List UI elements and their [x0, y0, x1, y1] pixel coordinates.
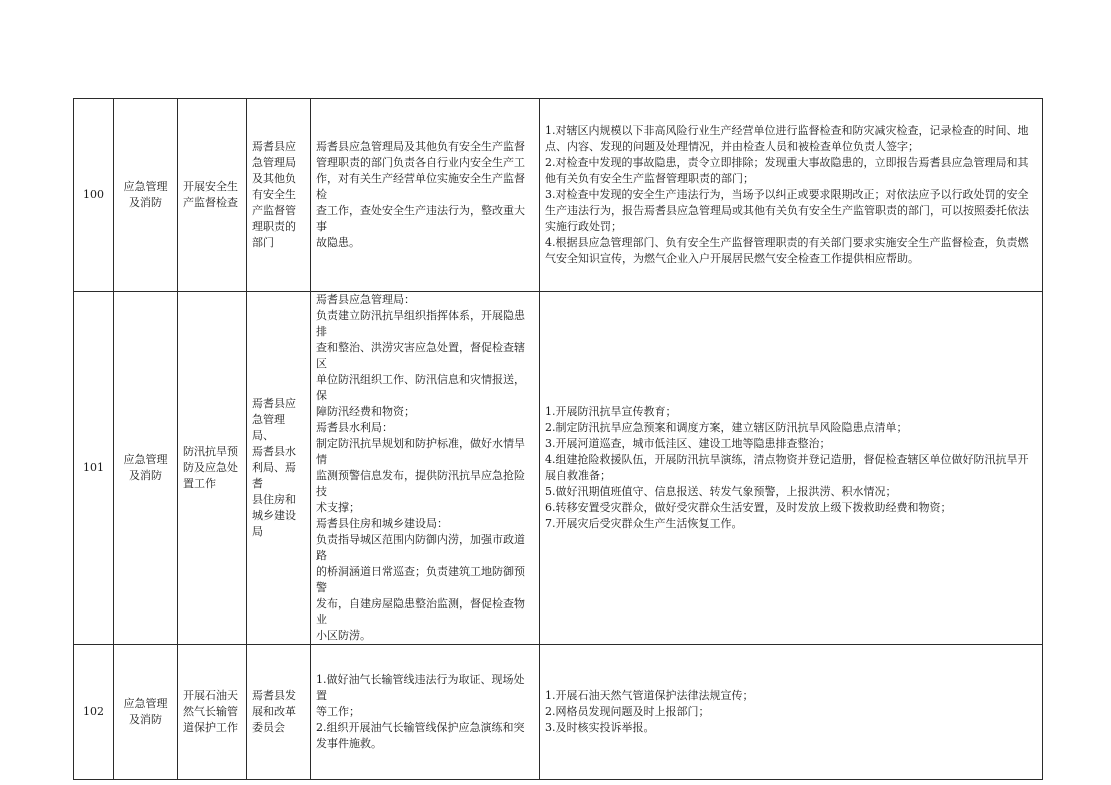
detail-cell: 1.对辖区内规模以下非高风险行业生产经营单位进行监督检查和防灾减灾检查，记录检查的时间、地 点、内容、发现的问题及处理情况，并由检查人员和被检查单位负责人签字； 2.对检查中发现的事故隐患，责令立即排除；发现重大事故隐患的，立即报告焉耆县应急管理局和其 他有关负有安全生产监督管理职责的部门； 3.对检查中发现的安全生产违法行为，当场予以纠正或要求限期改正；对依法应予以行政处罚的安全 生产违法行为，报告焉耆县应急管理局或其他有关负有安全生产监管职责的部门，可以按照委托依法 实施行政处罚； 4.根据县应急管理部门、负有安全生产监督管理职责的有关部门要求实施安全生产监督检查，负责燃 气安全知识宣传，为燃气企业入户开展居民燃气安全检查工作提供相应帮助。 [540, 99, 1043, 292]
responsibility-cell: 焉耆县应急管理局及其他负有安全生产监督 管理职责的部门负责各自行业内安全生产工 作，对有关生产经营单位实施安全生产监督检 查工作，查处安全生产违法行为，整改重大事 故隐患。 [311, 99, 540, 292]
table-row [74, 292, 1043, 645]
duty-table [73, 98, 1043, 780]
responsibility-cell: 1.做好油气长输管线违法行为取证、现场处置 等工作； 2.组织开展油气长输管线保护应急演练和突 发事件施救。 [311, 645, 540, 780]
category-cell: 应急管理 及消防 [114, 292, 178, 645]
department-cell: 焉耆县发 展和改革 委员会 [247, 645, 311, 780]
item-cell: 防汛抗旱预 防及应急处 置工作 [178, 292, 247, 645]
table-row [74, 645, 1043, 780]
table-row [74, 99, 1043, 292]
item-cell: 开展安全生 产监督检查 [178, 99, 247, 292]
row-number: 100 [74, 99, 114, 292]
detail-cell: 1.开展石油天然气管道保护法律法规宣传； 2.网格员发现问题及时上报部门； 3.及时核实投诉举报。 [540, 645, 1043, 780]
row-number: 102 [74, 645, 114, 780]
department-cell: 焉耆县应 急管理局、 焉耆县水 利局、焉耆 县住房和 城乡建设 局 [247, 292, 311, 645]
category-cell: 应急管理 及消防 [114, 645, 178, 780]
item-cell: 开展石油天 然气长输管 道保护工作 [178, 645, 247, 780]
department-cell: 焉耆县应 急管理局 及其他负 有安全生 产监督管 理职责的 部门 [247, 99, 311, 292]
row-number: 101 [74, 292, 114, 645]
responsibility-cell: 焉耆县应急管理局： 负责建立防汛抗旱组织指挥体系，开展隐患排 查和整治、洪涝灾害应急处置，督促检查辖区 单位防汛组织工作、防汛信息和灾情报送，保 障防汛经费和物资； 焉耆县水利局： 制定防汛抗旱规划和防护标准，做好水情旱情 监测预警信息发布，提供防汛抗旱应急抢险技 术支撑； 焉耆县住房和城乡建设局： 负责指导城区范围内防御内涝，加强市政道路 的桥洞涵道日常巡查；负责建筑工地防御预警 发布，自建房屋隐患整治监测，督促检查物业 小区防涝。 [311, 292, 540, 645]
detail-cell: 1.开展防汛抗旱宣传教育； 2.制定防汛抗旱应急预案和调度方案，建立辖区防汛抗旱风险隐患点清单； 3.开展河道巡查，城市低洼区、建设工地等隐患排查整治； 4.组建抢险救援队伍，开展防汛抗旱演练，清点物资并登记造册，督促检查辖区单位做好防汛抗旱开 展自救准备； 5.做好汛期值班值守、信息报送、转发气象预警，上报洪涝、积水情况； 6.转移安置受灾群众，做好受灾群众生活安置，及时发放上级下拨救助经费和物资； 7.开展灾后受灾群众生产生活恢复工作。 [540, 292, 1043, 645]
category-cell: 应急管理 及消防 [114, 99, 178, 292]
